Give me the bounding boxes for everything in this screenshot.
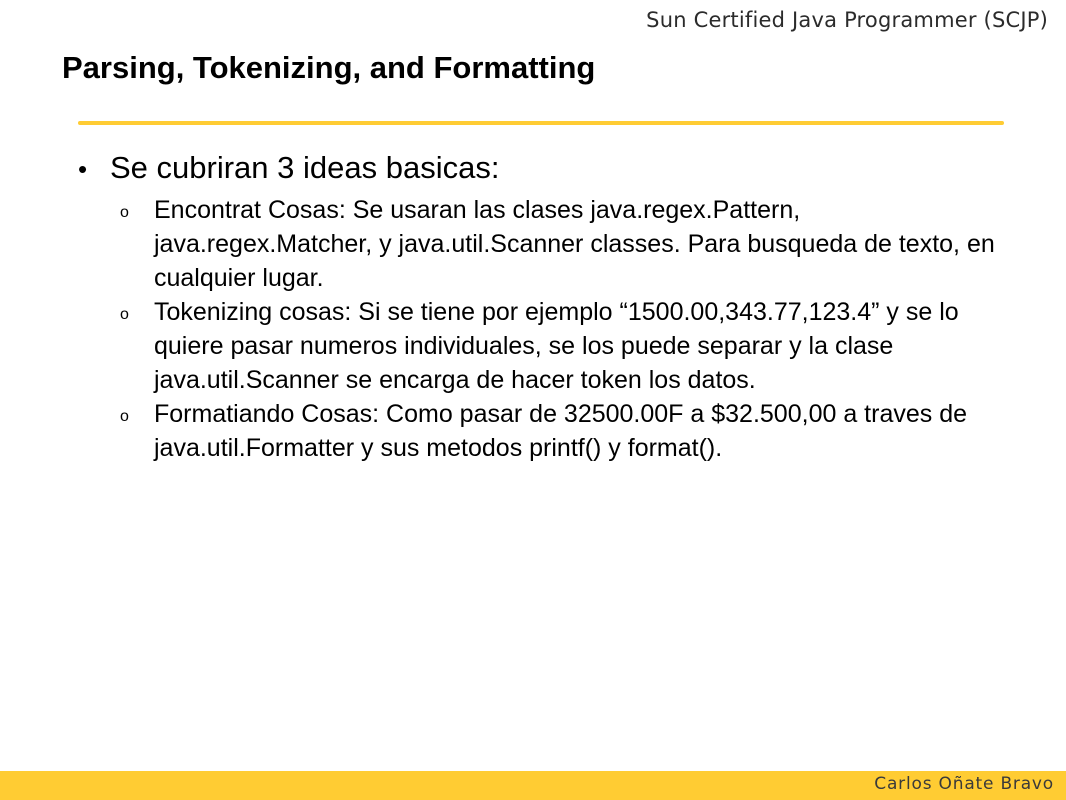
- sub-bullet-list: [78, 193, 1008, 465]
- sub-bullet-text: Encontrat Cosas: Se usaran las clases java.regex.Pattern, java.regex.Matcher, y java.util.Scanner classes. Para busqueda de texto, en cualquier lugar.: [154, 196, 995, 292]
- footer-bar: [0, 771, 1066, 800]
- main-bullet-text: Se cubriran 3 ideas basicas:: [110, 150, 500, 185]
- sub-bullet-marker: o: [120, 204, 129, 221]
- footer-author: Carlos Oñate Bravo: [874, 774, 1054, 794]
- main-bullet: [78, 148, 1008, 189]
- bullet-marker: •: [78, 154, 88, 184]
- sub-bullet-marker: o: [120, 408, 129, 425]
- title-divider: [78, 121, 1004, 125]
- sub-bullet-text: Formatiando Cosas: Como pasar de 32500.00F a $32.500,00 a traves de java.util.Formatter y sus metodos printf() y format().: [154, 400, 968, 462]
- slide-title: Parsing, Tokenizing, and Formatting: [62, 50, 596, 85]
- sub-bullet-marker: o: [120, 306, 129, 323]
- sub-bullet-item: [120, 295, 1008, 397]
- course-header: Sun Certified Java Programmer (SCJP): [646, 8, 1048, 32]
- sub-bullet-item: [120, 193, 1008, 295]
- sub-bullet-text: Tokenizing cosas: Si se tiene por ejemplo “1500.00,343.77,123.4” y se lo quiere pasar numeros individuales, se los puede separar y la clase java.util.Scanner se encarga de hacer token los datos.: [154, 298, 959, 394]
- sub-bullet-item: [120, 397, 1008, 465]
- slide-content: [78, 148, 1008, 465]
